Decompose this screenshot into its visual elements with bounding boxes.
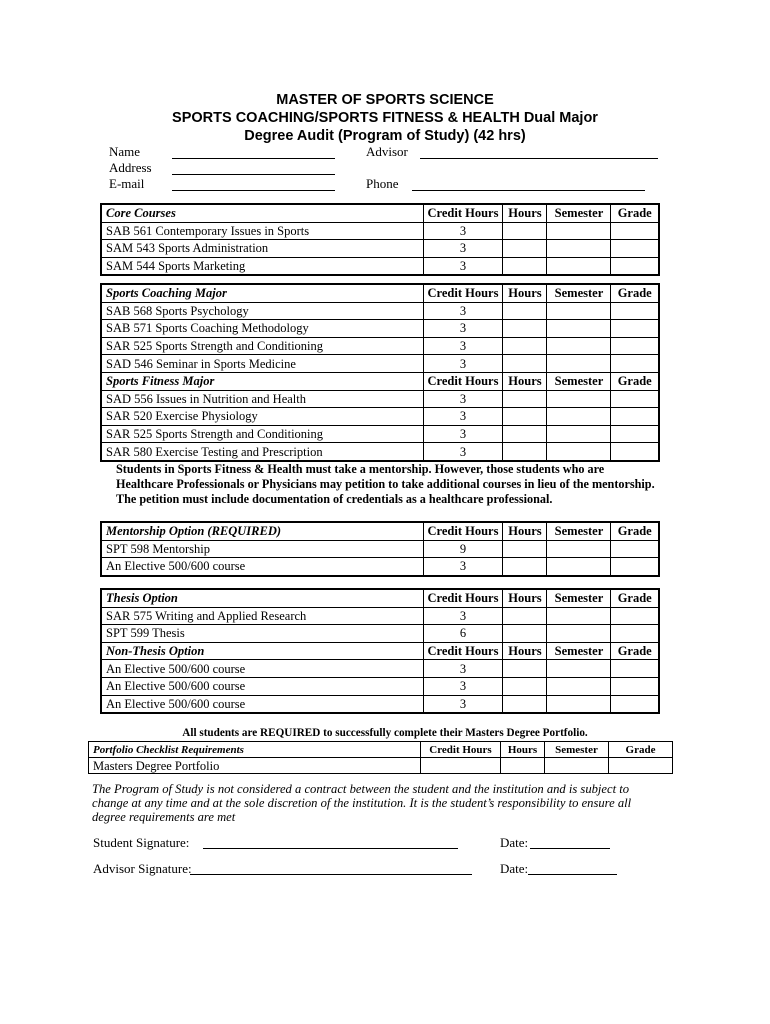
table-header-row [101, 204, 659, 222]
majors-table [100, 283, 660, 462]
semester-cell[interactable] [547, 425, 611, 443]
hours-cell[interactable] [503, 355, 547, 373]
semester-cell[interactable] [547, 222, 611, 240]
grade-cell[interactable] [611, 625, 659, 643]
course-name: SAR 580 Exercise Testing and Prescription [101, 443, 423, 461]
table-row [101, 607, 659, 625]
hours-cell[interactable] [503, 240, 547, 258]
hours-cell[interactable] [503, 408, 547, 426]
table-row [101, 302, 659, 320]
semester-cell[interactable] [547, 695, 611, 713]
grade-cell[interactable] [611, 540, 659, 558]
credit-hours: 3 [423, 390, 503, 408]
mentorship-table [100, 521, 660, 577]
semester-header: Semester [547, 284, 611, 302]
credit-hours-header: Credit Hours [423, 589, 503, 607]
credit-hours: 6 [423, 625, 503, 643]
hours-cell[interactable] [503, 337, 547, 355]
semester-cell[interactable] [547, 625, 611, 643]
semester-header: Semester [547, 522, 611, 540]
advisor-label: Advisor [366, 144, 408, 159]
grade-header: Grade [611, 642, 659, 660]
grade-cell[interactable] [611, 390, 659, 408]
name-label: Name [109, 144, 141, 159]
credit-hours: 3 [423, 660, 503, 678]
grade-cell[interactable] [611, 677, 659, 695]
hours-header: Hours [503, 522, 547, 540]
credit-hours: 3 [423, 558, 503, 576]
semester-cell[interactable] [547, 408, 611, 426]
table-header-row [101, 372, 659, 390]
course-name: An Elective 500/600 course [101, 660, 423, 678]
portfolio-table [88, 741, 673, 774]
course-name: SAB 561 Contemporary Issues in Sports [101, 222, 423, 240]
table-row [101, 695, 659, 713]
semester-cell[interactable] [547, 337, 611, 355]
credit-hours: 3 [423, 355, 503, 373]
table-row [101, 558, 659, 576]
credit-hours: 3 [423, 337, 503, 355]
hours-cell[interactable] [503, 625, 547, 643]
table-row [101, 320, 659, 338]
email-field[interactable] [172, 190, 335, 191]
hours-cell[interactable] [503, 320, 547, 338]
credit-hours: 9 [423, 540, 503, 558]
portfolio-item: Masters Degree Portfolio [89, 758, 421, 774]
table-row [101, 540, 659, 558]
credit-hours: 3 [423, 257, 503, 275]
course-name: SAR 575 Writing and Applied Research [101, 607, 423, 625]
credit-hours: 3 [423, 443, 503, 461]
thesis-options-table [100, 588, 660, 714]
semester-cell[interactable] [547, 540, 611, 558]
grade-cell[interactable] [611, 558, 659, 576]
grade-cell[interactable] [611, 257, 659, 275]
semester-cell[interactable] [547, 240, 611, 258]
grade-cell[interactable] [611, 240, 659, 258]
credit-hours: 3 [423, 320, 503, 338]
student-signature-field[interactable] [203, 848, 458, 849]
semester-cell[interactable] [547, 257, 611, 275]
student-date-field[interactable] [530, 848, 610, 849]
hours-cell[interactable] [503, 607, 547, 625]
semester-cell[interactable] [547, 390, 611, 408]
hours-cell[interactable] [503, 390, 547, 408]
course-name: SAD 546 Seminar in Sports Medicine [101, 355, 423, 373]
table-row [101, 408, 659, 426]
disclaimer: The Program of Study is not considered a contract between the student and the institution and is subject to change at any time and at the sole discretion of the institution. It is the student’s responsibility to ensure all degree requirements are met [92, 782, 632, 824]
credit-hours: 3 [423, 302, 503, 320]
table-header-row [101, 284, 659, 302]
table-row [101, 443, 659, 461]
student-date-label: Date: [500, 835, 529, 850]
name-field[interactable] [172, 158, 335, 159]
credit-hours: 3 [423, 607, 503, 625]
course-name: SAD 556 Issues in Nutrition and Health [101, 390, 423, 408]
semester-cell[interactable] [545, 758, 609, 774]
core-courses-table [100, 203, 660, 276]
hours-cell[interactable] [503, 443, 547, 461]
credit-hours: 3 [423, 695, 503, 713]
table-row [101, 257, 659, 275]
grade-cell[interactable] [611, 355, 659, 373]
course-name: An Elective 500/600 course [101, 695, 423, 713]
credit-hours-header: Credit Hours [423, 284, 503, 302]
hours-cell[interactable] [503, 695, 547, 713]
semester-cell[interactable] [547, 320, 611, 338]
semester-header: Semester [545, 742, 609, 758]
course-name: SAM 543 Sports Administration [101, 240, 423, 258]
address-field[interactable] [172, 174, 335, 175]
grade-cell[interactable] [611, 337, 659, 355]
section-title: Mentorship Option (REQUIRED) [101, 522, 423, 540]
semester-cell[interactable] [547, 558, 611, 576]
hours-header: Hours [503, 642, 547, 660]
table-row [101, 390, 659, 408]
credit-hours-cell[interactable] [421, 758, 501, 774]
table-header-row [101, 589, 659, 607]
course-name: SAM 544 Sports Marketing [101, 257, 423, 275]
email-label: E-mail [109, 176, 145, 191]
hours-cell[interactable] [503, 302, 547, 320]
hours-header: Hours [501, 742, 545, 758]
program-subtitle: SPORTS COACHING/SPORTS FITNESS & HEALTH Dual Major [172, 110, 598, 126]
advisor-field[interactable] [420, 158, 658, 159]
course-name: An Elective 500/600 course [101, 558, 423, 576]
credit-hours-header: Credit Hours [423, 522, 503, 540]
hours-header: Hours [503, 589, 547, 607]
credit-hours-header: Credit Hours [423, 204, 503, 222]
table-row [101, 355, 659, 373]
grade-cell[interactable] [609, 758, 673, 774]
grade-cell[interactable] [611, 695, 659, 713]
hours-cell[interactable] [503, 425, 547, 443]
course-name: SAR 520 Exercise Physiology [101, 408, 423, 426]
hours-cell[interactable] [503, 222, 547, 240]
table-row [101, 425, 659, 443]
table-row [101, 222, 659, 240]
table-row [89, 758, 673, 774]
table-row [101, 660, 659, 678]
hours-header: Hours [503, 372, 547, 390]
hours-cell[interactable] [503, 677, 547, 695]
audit-subtitle: Degree Audit (Program of Study) (42 hrs) [244, 128, 526, 144]
hours-cell[interactable] [501, 758, 545, 774]
semester-header: Semester [547, 204, 611, 222]
semester-cell[interactable] [547, 355, 611, 373]
hours-header: Hours [503, 204, 547, 222]
semester-header: Semester [547, 372, 611, 390]
section-title: Sports Fitness Major [101, 372, 423, 390]
grade-cell[interactable] [611, 320, 659, 338]
credit-hours: 3 [423, 240, 503, 258]
credit-hours: 3 [423, 408, 503, 426]
section-title: Non-Thesis Option [101, 642, 423, 660]
course-name: SAB 571 Sports Coaching Methodology [101, 320, 423, 338]
grade-cell[interactable] [611, 302, 659, 320]
mentorship-note: Students in Sports Fitness & Health must take a mentorship. However, those students who are Healthcare Professionals or Physicians may petition to take additional courses in lieu of the mentorship. The petition must include documentation of credentials as a healthcare professional. [116, 462, 655, 506]
semester-header: Semester [547, 642, 611, 660]
section-title: Sports Coaching Major [101, 284, 423, 302]
address-label: Address [109, 160, 152, 175]
grade-cell[interactable] [611, 443, 659, 461]
phone-label: Phone [366, 176, 399, 191]
advisor-date-label: Date: [500, 861, 529, 876]
section-title: Portfolio Checklist Requirements [89, 742, 421, 758]
table-header-row [101, 642, 659, 660]
grade-header: Grade [609, 742, 673, 758]
grade-header: Grade [611, 589, 659, 607]
section-title: Core Courses [101, 204, 423, 222]
credit-hours-header: Credit Hours [423, 372, 503, 390]
credit-hours: 3 [423, 222, 503, 240]
semester-cell[interactable] [547, 677, 611, 695]
table-header-row [101, 522, 659, 540]
hours-cell[interactable] [503, 540, 547, 558]
grade-cell[interactable] [611, 607, 659, 625]
course-name: SPT 599 Thesis [101, 625, 423, 643]
course-name: SPT 598 Mentorship [101, 540, 423, 558]
grade-header: Grade [611, 204, 659, 222]
credit-hours-header: Credit Hours [421, 742, 501, 758]
grade-cell[interactable] [611, 425, 659, 443]
hours-cell[interactable] [503, 558, 547, 576]
phone-field[interactable] [412, 190, 645, 191]
advisor-date-field[interactable] [528, 874, 617, 875]
course-name: An Elective 500/600 course [101, 677, 423, 695]
table-row [101, 240, 659, 258]
section-title: Thesis Option [101, 589, 423, 607]
page-title: MASTER OF SPORTS SCIENCE [276, 92, 494, 108]
advisor-signature-field[interactable] [190, 874, 472, 875]
hours-cell[interactable] [503, 660, 547, 678]
course-name: SAR 525 Sports Strength and Conditioning [101, 425, 423, 443]
hours-cell[interactable] [503, 257, 547, 275]
grade-cell[interactable] [611, 660, 659, 678]
credit-hours: 3 [423, 425, 503, 443]
table-header-row [89, 742, 673, 758]
course-name: SAB 568 Sports Psychology [101, 302, 423, 320]
portfolio-requirement-note: All students are REQUIRED to successfully complete their Masters Degree Portfolio. [182, 727, 588, 739]
semester-cell[interactable] [547, 660, 611, 678]
course-name: SAR 525 Sports Strength and Conditioning [101, 337, 423, 355]
semester-cell[interactable] [547, 443, 611, 461]
table-row [101, 337, 659, 355]
grade-cell[interactable] [611, 408, 659, 426]
credit-hours: 3 [423, 677, 503, 695]
grade-header: Grade [611, 522, 659, 540]
semester-header: Semester [547, 589, 611, 607]
student-signature-label: Student Signature: [93, 835, 190, 850]
credit-hours-header: Credit Hours [423, 642, 503, 660]
semester-cell[interactable] [547, 607, 611, 625]
grade-cell[interactable] [611, 222, 659, 240]
semester-cell[interactable] [547, 302, 611, 320]
table-row [101, 625, 659, 643]
hours-header: Hours [503, 284, 547, 302]
advisor-signature-label: Advisor Signature: [93, 861, 192, 876]
grade-header: Grade [611, 372, 659, 390]
grade-header: Grade [611, 284, 659, 302]
table-row [101, 677, 659, 695]
